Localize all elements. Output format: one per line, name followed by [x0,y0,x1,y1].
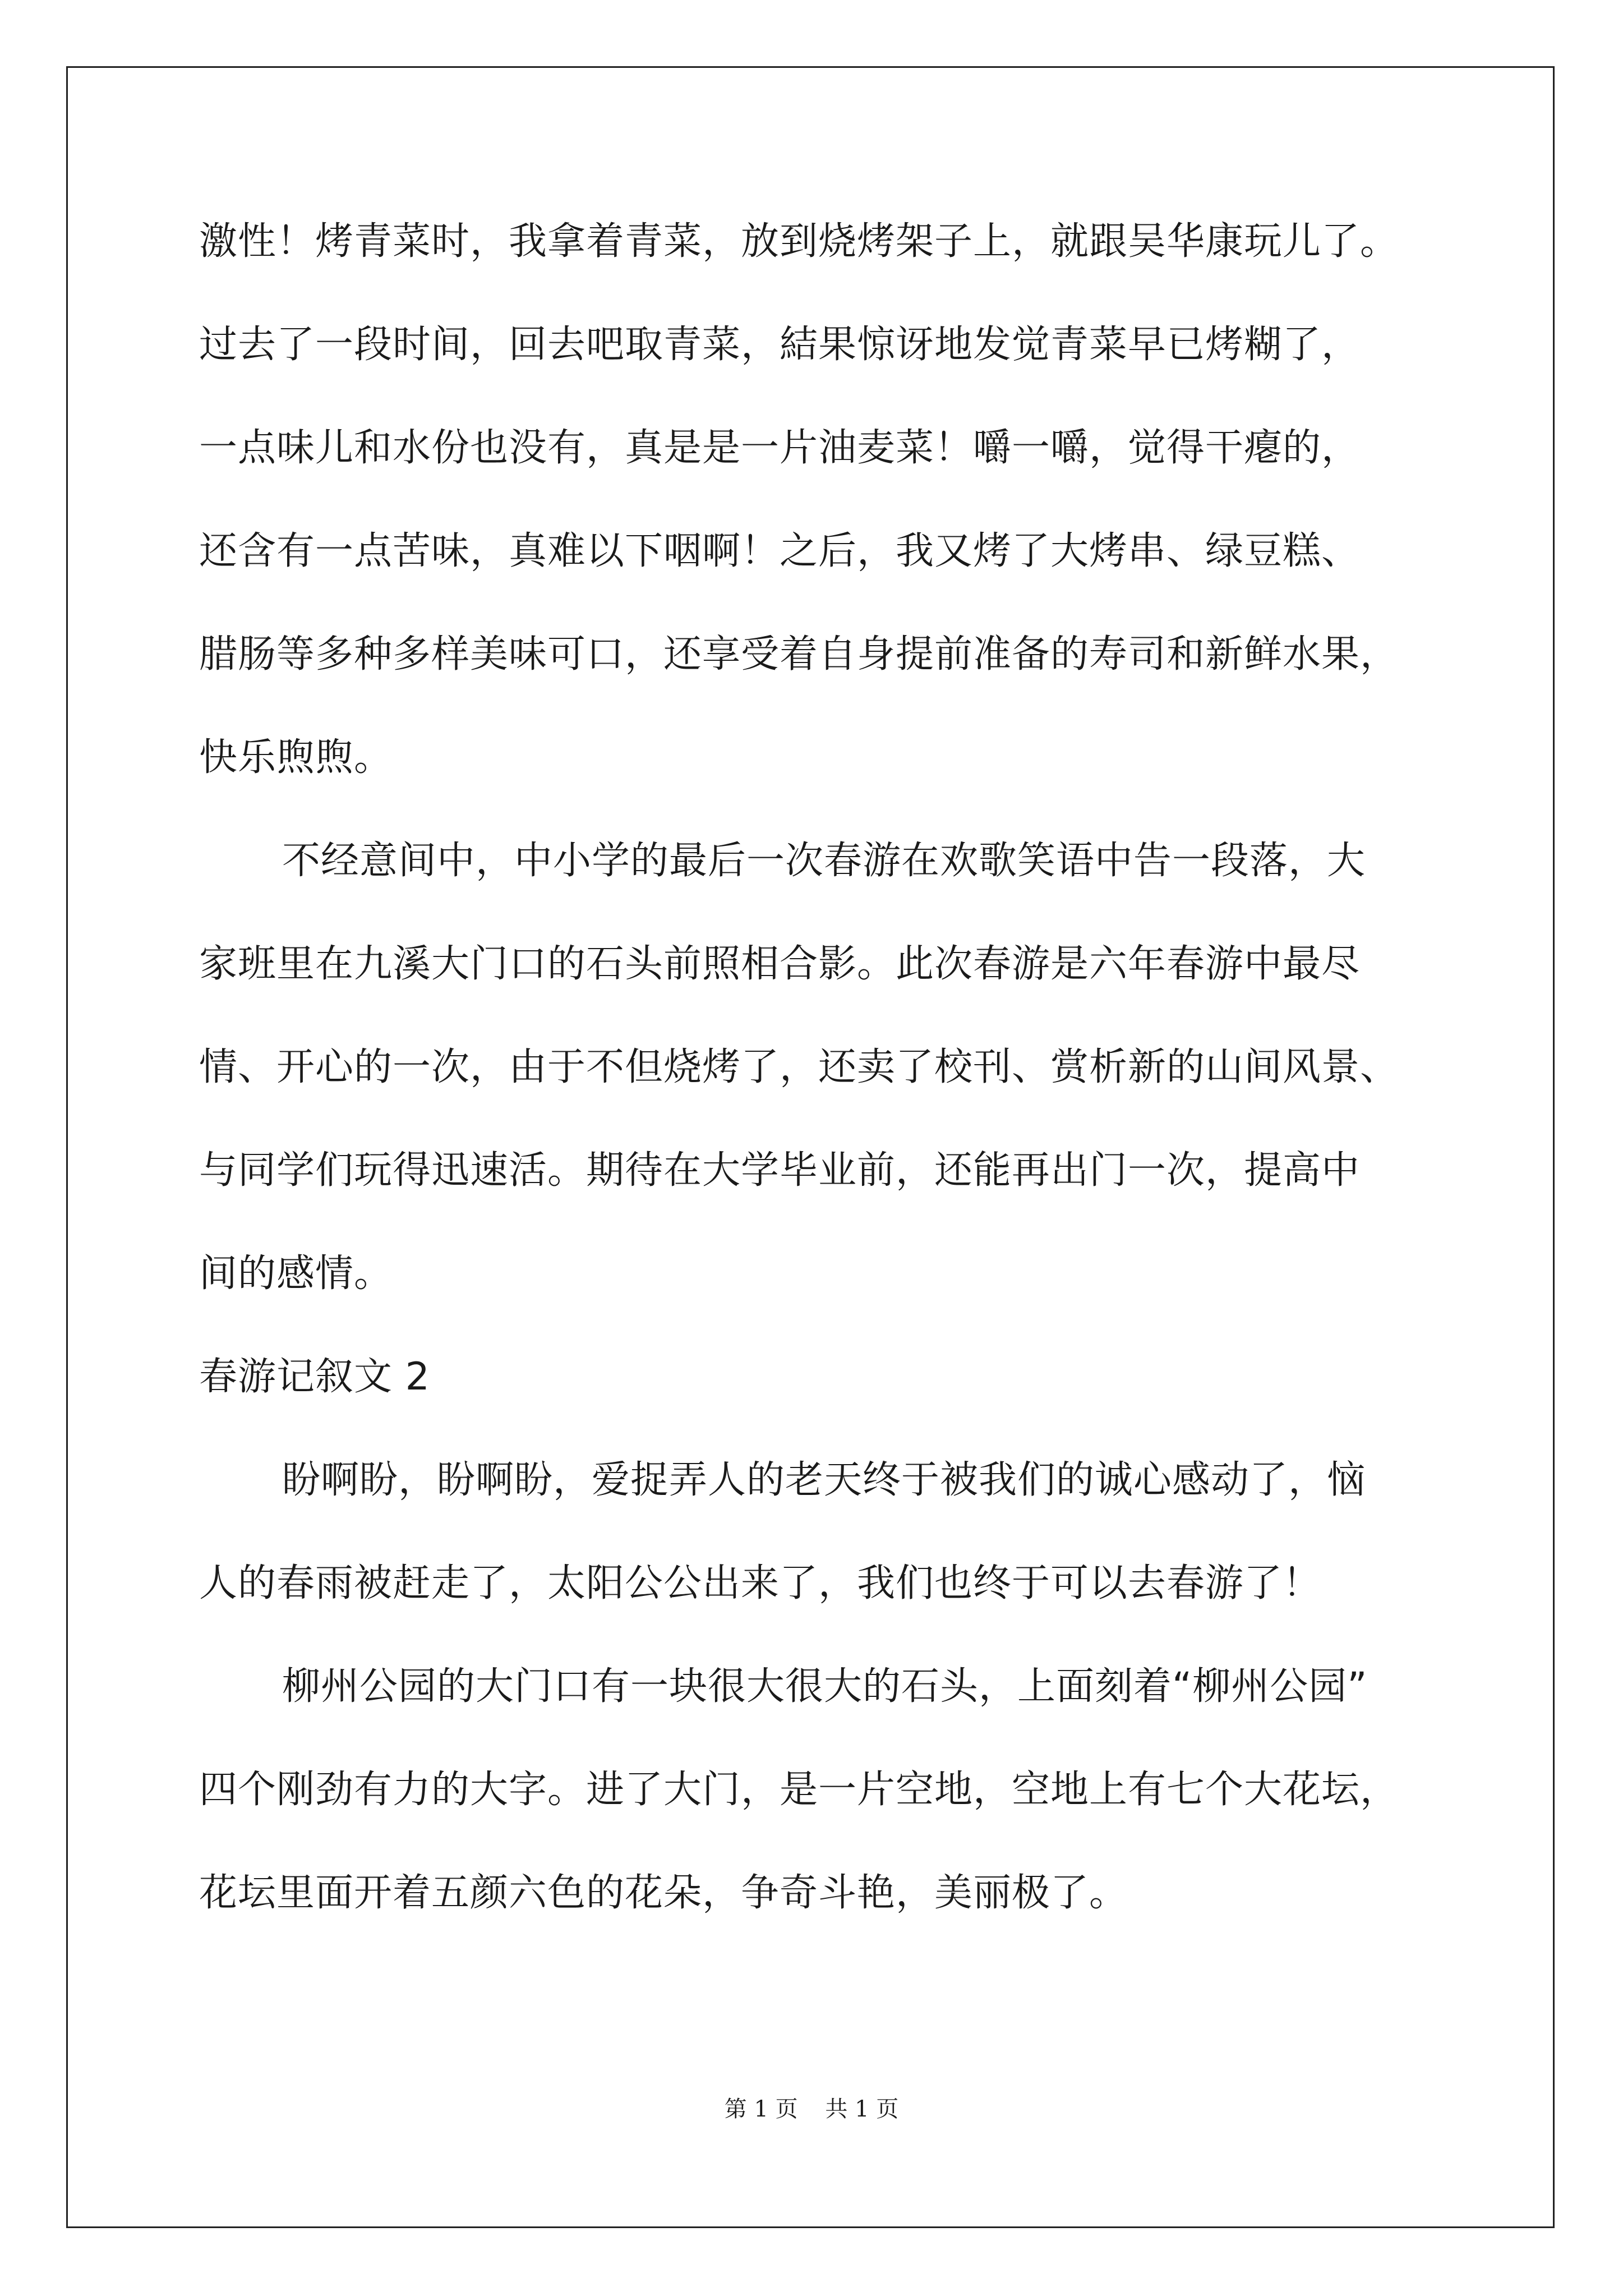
text-line-16: 四个刚劲有力的大字。进了大门，是一片空地，空地上有七个大花坛， [199,1768,1399,1812]
document-body [199,216,1433,1971]
text-line-6: 快乐煦煦。 [199,735,393,780]
text-line-1: 激性！烤青菜时，我拿着青菜，放到烧烤架子上，就跟吴华康玩儿了。 [199,219,1399,264]
text-line-9: 情、开心的一次，由于不但烧烤了，还卖了校刊、赏析新的山间风景、 [199,1045,1399,1089]
text-line-3: 一点味儿和水份也没有，真是是一片油麦菜！嚼一嚼，觉得干瘪的， [199,426,1361,470]
text-line-7: 不经意间中，中小学的最后一次春游在欢歌笑语中告一段落，大 [282,839,1366,883]
text-line-13: 盼啊盼，盼啊盼，爱捉弄人的老天终于被我们的诚心感动了，恼 [282,1458,1366,1502]
text-line-5: 腊肠等多种多样美味可口，还享受着自身提前准备的寿司和新鲜水果， [199,632,1399,677]
page-footer [0,2095,1623,2123]
text-line-14: 人的春雨被赶走了，太阳公公出来了，我们也终于可以去春游了！ [199,1561,1322,1605]
page-number: 第 1 页 [724,2096,798,2122]
text-line-17: 花坛里面开着五颜六色的花朵，争奇斗艳，美丽极了。 [199,1871,1128,1915]
text-line-2: 过去了一段时间，回去吧取青菜，結果惊讶地发觉青菜早已烤糊了， [199,323,1361,367]
text-line-10: 与同学们玩得迅速活。期待在大学毕业前，还能再出门一次，提高中 [199,1148,1361,1193]
page-total: 共 1 页 [825,2096,899,2122]
section-heading: 春游记叙文 2 [199,1355,430,1399]
text-line-8: 家班里在九溪大门口的石头前照相合影。此次春游是六年春游中最尽 [199,942,1361,986]
text-line-15: 柳州公园的大门口有一块很大很大的石头，上面刻着“柳州公园” [282,1664,1368,1709]
text-line-4: 还含有一点苦味，真难以下咽啊！之后，我又烤了大烤串、绿豆糕、 [199,529,1361,573]
text-line-11: 间的感情。 [199,1251,393,1296]
